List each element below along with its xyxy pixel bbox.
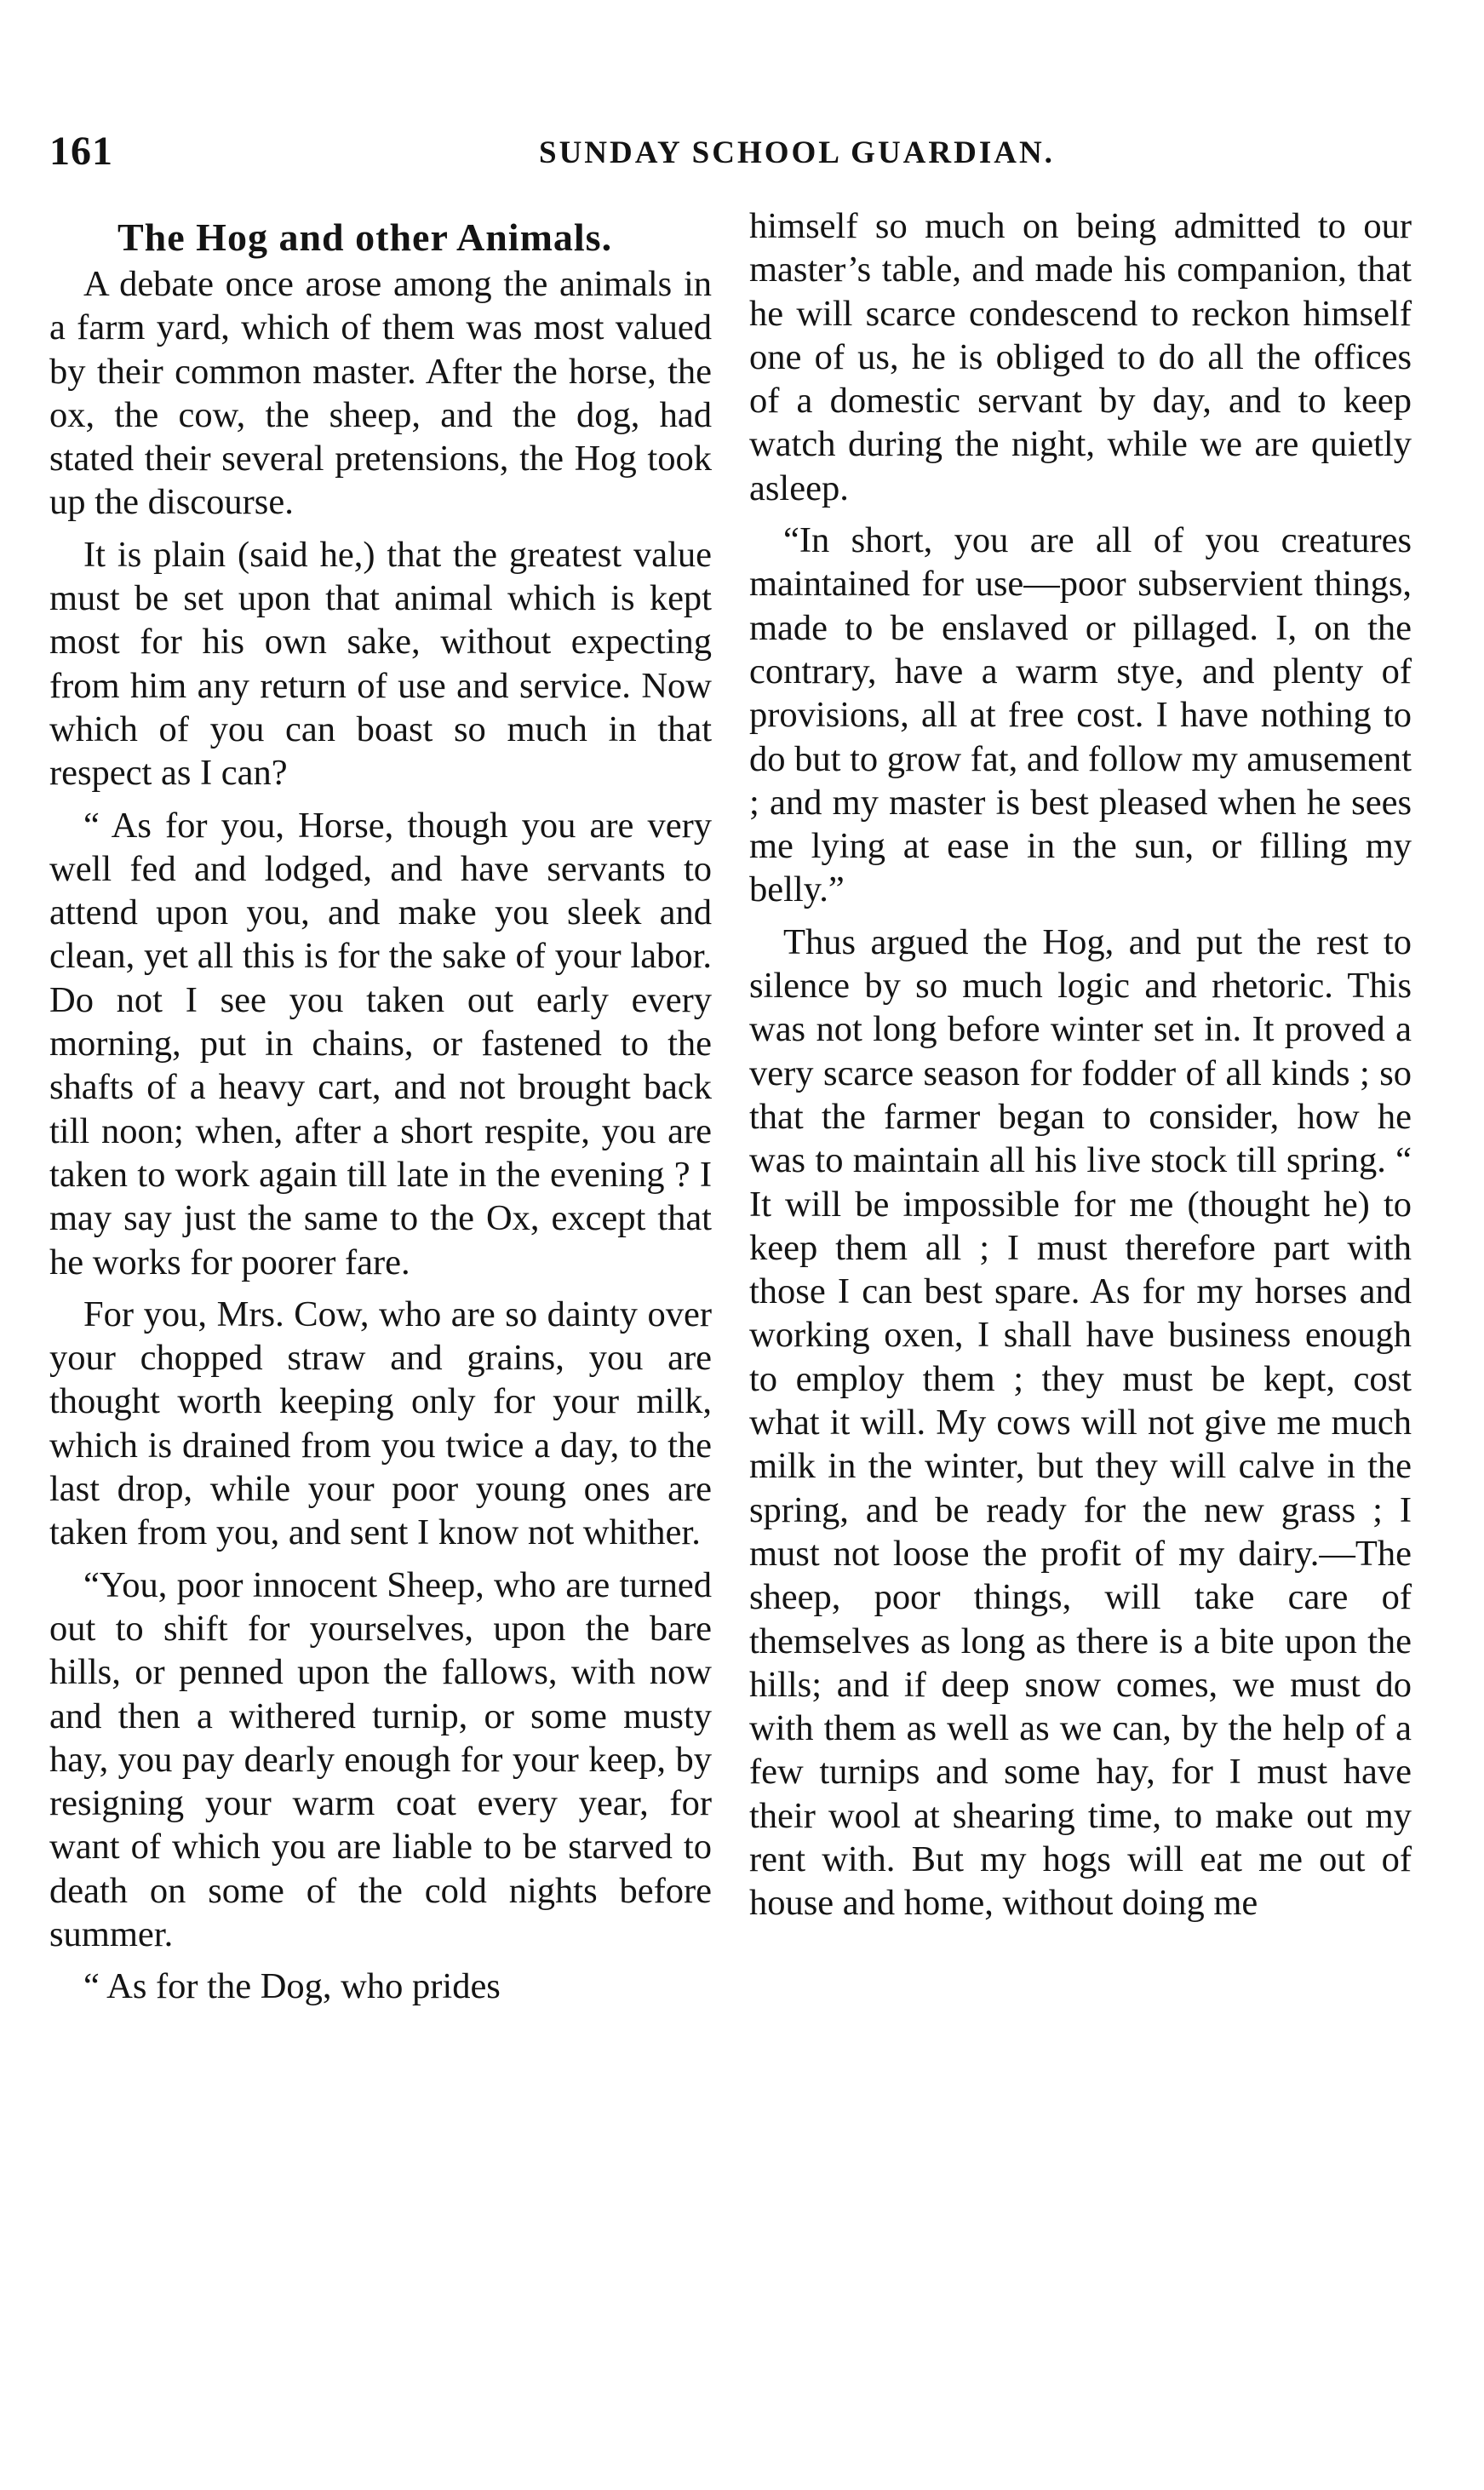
paragraph: “You, poor innocent Sheep, who are turned out to shift for yourselves, upon the bare hills, or penned upon the fallows, with now and then a withered turnip, or some musty hay, you pay dearly enough for your keep, by resigning your warm coat every year, for want of which you are liable to be starved to death on some of the cold nights before summer. bbox=[49, 1564, 712, 1954]
paragraph: It is plain (said he,) that the greatest value must be set upon that animal which is kept most for his own sake, without expecting from him any return of use and service. Now which of you can boast so much in that respect as I can? bbox=[49, 534, 712, 794]
left-column bbox=[49, 213, 712, 2009]
article-title: The Hog and other Animals. bbox=[117, 215, 613, 259]
paragraph: “In short, you are all of you creatures maintained for use—poor subservient things, made to be enslaved or pillaged. I, on the contrary, have a warm stye, and plenty of provisions, all at free cost. I have nothing to do but to grow fat, and follow my amusement ; and my master is best pleased when he sees me lying at ease in the sun, or filling my belly.” bbox=[749, 520, 1412, 910]
paragraph: himself so much on being admitted to our master’s table, and made his companion, that he will scarce condescend to reckon himself one of us, he is obliged to do all the offices of a domestic servant by day, and to keep watch during the night, while we are quietly asleep. bbox=[749, 206, 1412, 508]
paragraph: “ As for the Dog, who prides bbox=[83, 1966, 501, 2007]
running-head: SUNDAY SCHOOL GUARDIAN. bbox=[539, 135, 1055, 170]
paragraph: “ As for you, Horse, though you are very well fed and lodged, and have servants to attend upon you, and make you sleek and clean, yet all this is for the sake of your labor. Do not I see you taken out early every morning, put in chains, or fastened to the shafts of a heavy cart, and not brought back till noon; when, after a short respite, you are taken to work again till late in the evening ? I may say just the same to the Ox, except that he works for poorer fare. bbox=[49, 805, 712, 1282]
page-number: 161 bbox=[49, 129, 113, 174]
paragraph: For you, Mrs. Cow, who are so dainty over your chopped straw and grains, you are thought worth keeping only for your milk, which is drained from you twice a day, to the last drop, while your poor young ones are taken from you, and sent I know not whither. bbox=[49, 1294, 712, 1553]
page-header bbox=[49, 128, 1429, 179]
right-column bbox=[749, 204, 1412, 1925]
paragraph: Thus argued the Hog, and put the rest to silence by so much logic and rhetoric. This was not long before winter set in. It proved a very scarce season for fodder of all kinds ; so that the farmer began to consider, how he was to maintain all his live stock till spring. “ It will be impossible for me (thought he) to keep them all ; I must therefore part with those I can best spare. As for my horses and working oxen, I shall have business enough to employ them ; they must be kept, cost what it will. My cows will not give me much milk in the winter, but they will calve in the spring, and be ready for the new grass ; I must not loose the profit of my dairy.—The sheep, poor things, will take care of themselves as long as there is a bite upon the hills; and if deep snow comes, we must do with them as well as we can, by the help of a few turnips and some hay, for I must have their wool at shearing time, to make out my rent with. But my hogs will eat me out of house and home, without doing me bbox=[749, 921, 1412, 1924]
paragraph: A debate once arose among the animals in a farm yard, which of them was most valued by their common master. After the horse, the ox, the cow, the sheep, and the dog, had stated their several pretensions, the Hog took up the discourse. bbox=[49, 264, 712, 523]
